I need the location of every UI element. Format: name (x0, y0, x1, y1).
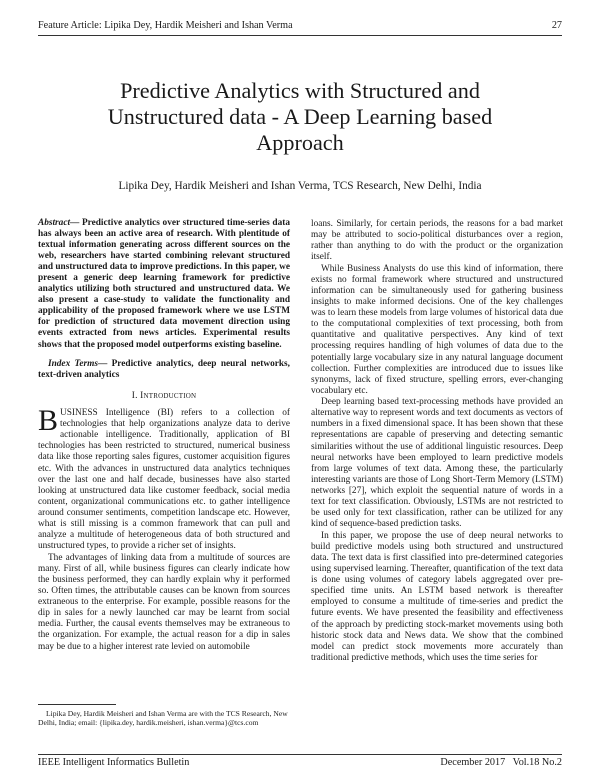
index-terms-text: — Predictive analytics, deep neural networks, text-driven analytics (38, 358, 290, 380)
page-number: 27 (551, 20, 562, 31)
abstract (38, 218, 290, 351)
footnote (38, 709, 290, 727)
author-line: Lipika Dey, Hardik Meisheri and Ishan Verma, TCS Research, New Delhi, India (118, 180, 482, 192)
title-line-2: Unstructured data - A Deep Learning based (107, 104, 493, 129)
running-header-authors: Feature Article: Lipika Dey, Hardik Meisheri and Ishan Verma (38, 20, 293, 31)
right-paragraph-3: Deep learning based text-processing methods have provided an alternative way to represent words and text documents as vectors of numbers in a fixed dimensional space. It has been shown that these representations are capable of preserving and detecting semantic similarities without the use of additional linguistic resources. Deep neural networks have been employed to learn predictive models from large volumes of text data. Among these, the particularly interesting variants are those of Long Short-Term Memory (LSTM) networks [27], which exploit the sequential nature of words in a text for text classification. Obviously, LSTMs are not restricted to be used only for text classification, rather can be utilized for any kind of sequence-based prediction tasks. (311, 397, 563, 530)
journal-name: IEEE Intelligent Informatics Bulletin (38, 757, 190, 768)
left-column (38, 218, 290, 653)
footnote-text: Lipika Dey, Hardik Meisheri and Ishan Verma are with the TCS Research, New Delhi, India; email: {lipika.dey, hardik.meisheri, ishan.verma}@tcs.com (38, 709, 288, 727)
footnote-rule (38, 704, 116, 705)
right-paragraph-1: loans. Similarly, for certain periods, the reasons for a bad market may be attributed to socio-political disturbances over a region, rather than anything to do with the product or the organization itself. (311, 219, 563, 263)
issue-info: December 2017 Vol.18 No.2 (440, 757, 562, 768)
abstract-label: Abstract (38, 218, 71, 228)
paper-title (60, 78, 540, 156)
intro-paragraph-1 (38, 403, 290, 553)
title-line-3: Approach (256, 130, 344, 155)
intro-paragraph-1-text: USINESS Intelligence (BI) refers to a collection of technologies that help organizations analyze data to derive actionable intelligence. Traditionally, application of BI technologies has been restricted to structured, numerical business data like those reporting sales figures, customer acquisition figures etc. With the advances in unstructured data analytics techniques over the last one and half decade, businesses have also started looking at unstructured data like customer feedback, social media content, organizational communications etc. to gather intelligence around consumer sentiments, competition landscape etc. However, what is still missing is a common framework that can pull and analyze a multitude of heterogeneous data of both structured and unstructured types, to provide a richer set of insights. (38, 407, 290, 552)
drop-cap: B (38, 403, 59, 437)
intro-paragraph-2: The advantages of linking data from a multitude of sources are many. First of all, while business figures can clearly indicate how the business performed, they can hardly explain why it performed so. Often times, the attributable causes can be known from sources extraneous to the enterprise. For example, possible reasons for the dip in sales for a newly launched car may be learnt from social media. Further, the causal events themselves may be extraneous to the organization. For example, the actual reason for a dip in sales may be due to a higher interest rate levied on automobile (38, 552, 290, 652)
running-header (38, 20, 562, 34)
index-terms-label: Index Terms (48, 358, 98, 369)
section-heading (38, 391, 290, 402)
index-terms (38, 359, 290, 381)
header-rule (38, 35, 562, 36)
title-line-1: Predictive Analytics with Structured and (120, 78, 480, 103)
running-footer (38, 757, 562, 771)
section-title: Introduction (140, 390, 197, 401)
right-paragraph-4: In this paper, we propose the use of deep neural networks to build predictive models using both structured and unstructured data. The text data is first classified into pre-determined categories using supervised learning. Thereafter, quantification of the text data is done using volumes of category labels aggregated over pre-specified time units. An LSTM based network is thereafter employed to consume a multitude of time-series and predict the future events. We have presented the feasibility and effectiveness of the approach by predicting stock-market movements using both historic stock data and News data. We show that the combined model can predict stock movements more accurately than traditional predictive methods, which uses the time series for (311, 530, 563, 663)
right-paragraph-2: While Business Analysts do use this kind of information, there exists no formal framework where structured and unstructured information can be simultaneously used for gathering business insights to make informed decisions. One of the key challenges was to learn these models from large volumes of historical data due to the computational complexities of text processing, both from quantitative and qualitative perspectives. Any kind of text processing requires handling of high volumes of data due to the potentially large vocabulary size in any natural language document collection. Further complexities are introduced due to issues like synonyms, lack of fixed structure, spelling errors, ever-changing vocabulary etc. (311, 263, 563, 396)
right-column (311, 219, 563, 664)
section-number: I. (131, 390, 138, 401)
abstract-text: — Predictive analytics over structured time-series data has always been an active area of research. With plentitude of textual information generating across different sources on the web, researchers have started combining relevant structured and unstructured data to improve predictions. In this paper, we present a generic deep learning framework for predictive analytics utilizing both structured and unstructured data. We also present a case-study to validate the functionality and applicability of the proposed framework where we use LSTM for prediction of structured data movement direction using events extracted from news articles. Experimental results shows that the proposed model outperforms existing baseline. (38, 218, 290, 350)
footer-rule (38, 754, 562, 755)
